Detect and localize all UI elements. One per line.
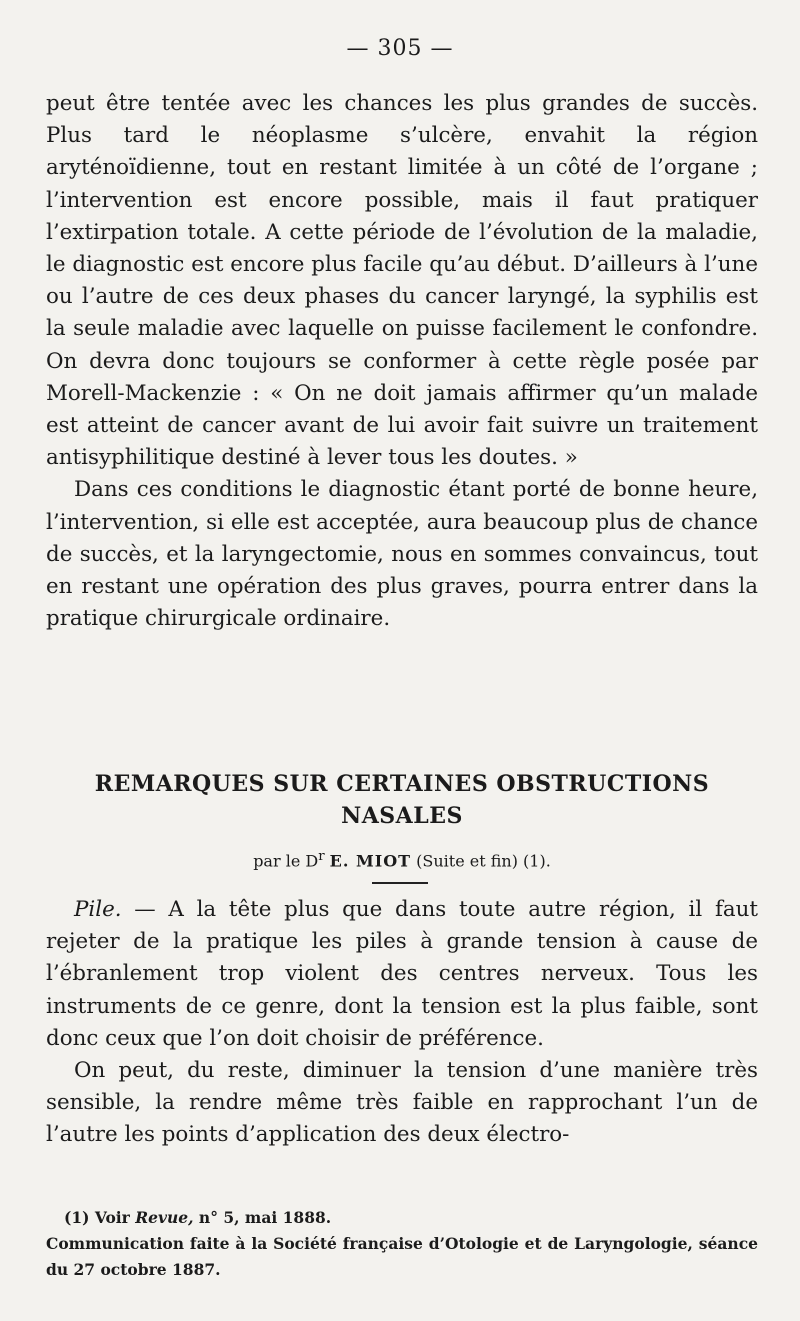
paragraph-conclusion: Dans ces conditions le diagnostic étant porté de bonne heure, l’intervention, si elle est acceptée, aura beaucoup plus de chance de succès, et la laryngectomie, nous en sommes convaincus, tout en restant une opération des plus graves, pourra entrer dans la pratique chirurgicale ordinaire. [46, 477, 758, 632]
footnote-1-title: Revue, [135, 1208, 194, 1227]
footnote-1 [46, 1205, 758, 1231]
lead-word: Pile. [74, 897, 122, 922]
byline-sup: r [318, 849, 325, 864]
byline-suffix: (Suite et fin) (1). [416, 851, 551, 871]
section-text [46, 894, 758, 1152]
footnote-1-prefix: (1) Voir [64, 1208, 136, 1227]
section-title [46, 768, 758, 832]
section-title-line1: REMARQUES SUR CERTAINES OBSTRUCTIONS [94, 771, 710, 797]
paragraph-continued: peut être tentée avec les chances les plus grandes de succès. Plus tard le néoplasme s’ulcère, envahit la région aryténoïdienne, tout en restant limitée à un côté de l’organe ; l’intervention est encore possible, mais il faut pratiquer l’extirpation totale. A cette période de l’évolution de la maladie, le diagnostic est encore plus facile qu’au début. D’ailleurs à l’une ou l’autre de ces deux phases du cancer laryngé, la syphilis est la seule maladie avec laquelle on puisse facilement le confondre. On devra donc toujours se conformer à cette règle posée par Morell-Mackenzie : « On ne doit jamais affirmer qu’un malade est atteint de cancer avant de lui avoir fait suivre un traitement antisyphilitique destiné à lever tous les doutes. » [46, 91, 758, 471]
byline [46, 845, 758, 873]
paragraph-tension: On peut, du reste, diminuer la tension d’une manière très sensible, la rendre même très faible en rapprochant l’un de l’autre les points d’application des deux électro- [46, 1058, 758, 1148]
body-text [46, 88, 758, 635]
byline-prefix: par le D [253, 851, 319, 871]
paragraph-pile [46, 894, 758, 1055]
section-title-line2: NASALES [341, 803, 463, 829]
paragraph-pile-text: — A la tête plus que dans toute autre région, il faut rejeter de la pratique les piles à grande tension à cause de l’ébranlement trop violent des centres nerveux. Tous les instruments de ce genre, dont la tension est la plus faible, sont donc ceux que l’on doit choisir de préférence. [46, 897, 758, 1051]
footnote-1-suffix: n° 5, mai 1888. [193, 1208, 332, 1227]
section-divider [372, 882, 428, 884]
footnote-2: Communication faite à la Société française d’Otologie et de Laryngologie, séance du 27 octobre 1887. [46, 1234, 758, 1279]
author-name: E. MIOT [329, 851, 412, 871]
page-number: — 305 — [346, 36, 454, 61]
footnotes [46, 1205, 758, 1283]
